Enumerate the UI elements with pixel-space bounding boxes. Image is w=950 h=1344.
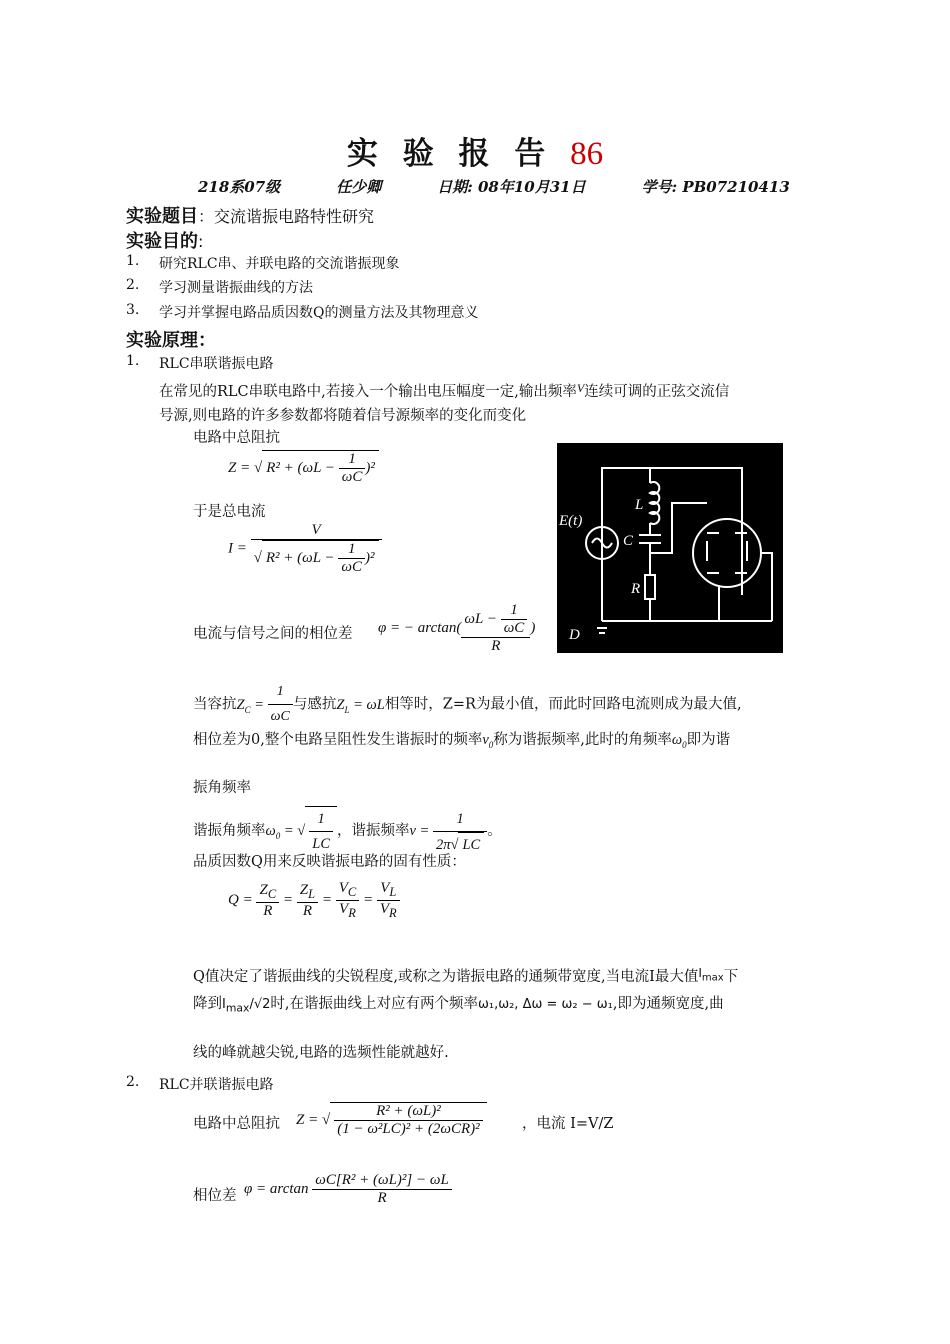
quality-label: 品质因数Q用来反映谐振电路的固有性质：	[193, 854, 466, 870]
purpose-item: 3. 学习并掌握电路品质因数Q的测量方法及其物理意义	[126, 302, 479, 321]
quality-formula: Q = $\frac{Z_C}{R}$ = $\frac{Z_L}{R}$ = $\frac{V_C}{V_R}$ = $\frac{V_L}{V_R}$	[228, 880, 400, 921]
topic-heading: 实验题目：交流谐振电路特性研究	[126, 206, 375, 227]
principle-heading: 实验原理：	[126, 330, 216, 351]
parallel-phase-label: 相位差	[193, 1188, 237, 1204]
purpose-item: 2. 学习测量谐振曲线的方法	[126, 277, 313, 296]
parallel-current: ，电流 I=V/Z	[522, 1116, 614, 1132]
resonance-formulas: 谐振角频率$\omega_0$ = √ $\frac{1}{LC}$ ，谐振频率ν = $\frac{1}{2\pi√ LC}$ 。	[193, 806, 502, 857]
circuit-label: L	[635, 497, 644, 513]
current-formula: I = V √ R² + (ωL − $\frac{1}{\omega C}$ )²	[228, 522, 382, 576]
circuit-diagram	[557, 443, 783, 653]
resonance-angular-text: 振角频率	[193, 780, 251, 796]
impedance-formula: Z = √ R² + (ωL − $\frac{1}{\omega C}$ )²	[228, 450, 379, 486]
report-title: 实 验 报 告 86	[346, 136, 604, 172]
bandwidth-text: Q值决定了谐振曲线的尖锐程度,或称之为谐振电路的通频带宽度,当电流I最大值$^{I_{max}}$下 降到$I_{max}/√2$时,在谐振曲线上对应有两个频率ω₁,ω₂, Δω = ω₂ − ω₁,即为通频宽度,曲 线的峰就越尖锐,电路的选频性能就越好.	[193, 966, 739, 1061]
purpose-item: 1. 研究RLC串、并联电路的交流谐振现象	[126, 253, 400, 272]
circuit-label: D	[569, 627, 580, 643]
phase-label: 电流与信号之间的相位差	[193, 626, 353, 642]
current-label: 于是总电流	[193, 504, 266, 520]
section-2-title: 2. RLC并联谐振电路	[126, 1074, 274, 1093]
date: 日期: 08年10月31日	[437, 178, 586, 196]
report-meta	[198, 176, 790, 197]
circuit-label: C	[623, 533, 634, 549]
resonance-condition: 当容抗$Z_C$ = $\frac{1}{\omega C}$ 与感抗$Z_L = \omega L$相等时，Z=R为最小值，而此时回路电流则成为最大值,	[193, 680, 848, 729]
dept: 218系07级	[198, 178, 281, 196]
report-number: 86	[570, 136, 604, 172]
circuit-label: R	[631, 581, 641, 597]
phase-formula: φ = − arctan( ωL − $\frac{1}{\omega C}$ R )	[378, 602, 536, 654]
author: 任少卿	[336, 178, 382, 196]
circuit-label: E(t)	[559, 513, 583, 529]
resonance-frequency: 相位差为0,整个电路呈阻性发生谐振时的频率$\nu_0$称为谐振频率,此时的角频率$\omega_0$即为谐	[193, 732, 731, 750]
section-1-title: 1. RLC串联谐振电路	[126, 353, 274, 372]
parallel-impedance-label: 电路中总阻抗	[193, 1116, 280, 1132]
student-id: 学号: PB07210413	[641, 178, 790, 196]
series-intro: 在常见的RLC串联电路中,若接入一个输出电压幅度一定,输出频率$^V$连续可调的正弦交流信 号源,则电路的许多参数都将随着信号源频率的变化而变化	[159, 381, 730, 424]
parallel-impedance-formula: Z = √ $\frac{\text{R² + (ωL)²}}{\text{(1 − ω²LC)² + (2ωCR)²}}$	[296, 1102, 487, 1138]
purpose-heading: 实验目的:	[126, 231, 204, 252]
impedance-label: 电路中总阻抗	[193, 430, 280, 446]
parallel-phase-formula: φ = arctan $\frac{\text{ωC[R² + (ωL)²] − ωL}}{R}$	[244, 1172, 452, 1207]
